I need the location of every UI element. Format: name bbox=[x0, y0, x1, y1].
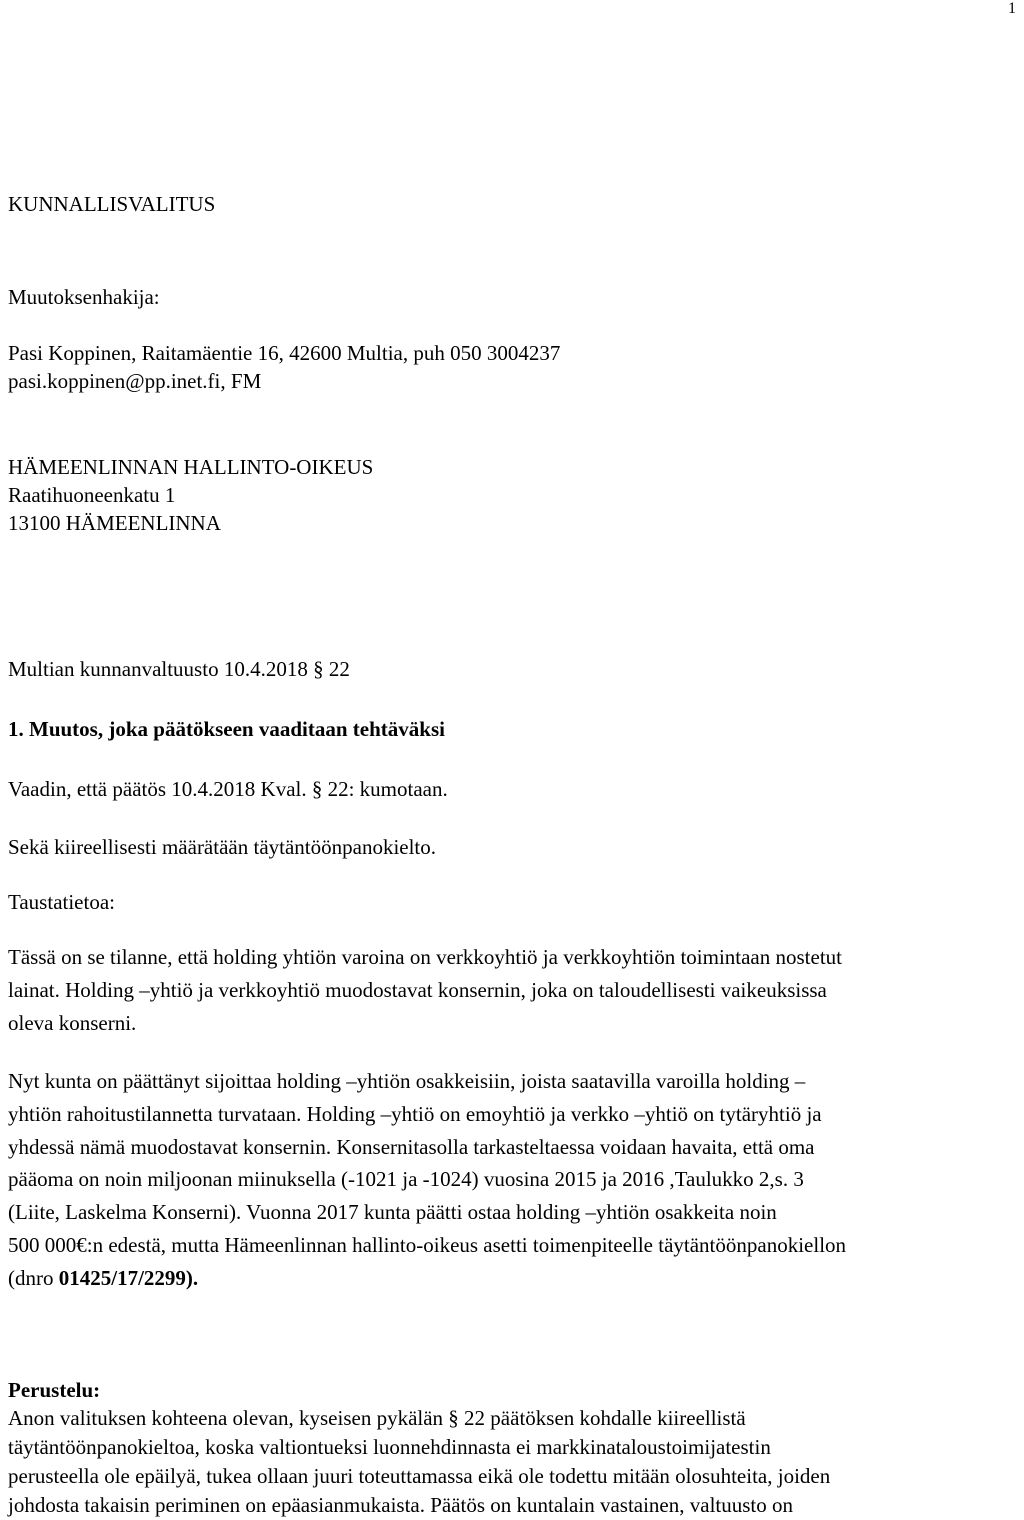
urgent-ban-text: Sekä kiireellisesti määrätään täytäntöönpanokielto. bbox=[8, 835, 437, 859]
background-paragraph-1 bbox=[8, 941, 1016, 1039]
paragraph-line: (Liite, Laskelma Konserni). Vuonna 2017 kunta päätti ostaa holding –yhtiön osakkeita noin bbox=[8, 1200, 777, 1225]
background-label: Taustatietoa: bbox=[8, 890, 115, 914]
dnro-prefix: (dnro bbox=[8, 1265, 59, 1290]
dnro-reference: 01425/17/2299). bbox=[58, 1265, 199, 1290]
paragraph-line: pääoma on noin miljoonan miinuksella (-1021 ja -1024) vuosina 2015 ja 2016 ,Taulukko 2,s. 3 bbox=[8, 1167, 804, 1192]
demand-text: Vaadin, että päätös 10.4.2018 Kval. § 22: kumotaan. bbox=[8, 777, 448, 801]
document-title: KUNNALLISVALITUS bbox=[8, 192, 216, 216]
court-street: Raatihuoneenkatu 1 bbox=[8, 483, 176, 507]
paragraph-line: täytäntöönpanokieltoa, koska valtiontueksi luonnehdinnasta ei markkinataloustoimijatestin bbox=[8, 1435, 771, 1459]
decision-reference: Multian kunnanvaltuusto 10.4.2018 § 22 bbox=[8, 657, 350, 681]
paragraph-line: perusteella ole epäilyä, tukea ollaan juuri toteuttamassa eikä ole todettu mitään olosuhteita, joiden bbox=[8, 1464, 831, 1488]
paragraph-line: johdosta takaisin periminen on epäasianmukaista. Päätös on kuntalain vastainen, valtuusto on bbox=[8, 1493, 793, 1517]
paragraph-line: Anon valituksen kohteena olevan, kyseisen pykälän § 22 päätöksen kohdalle kiireellistä bbox=[8, 1406, 746, 1430]
paragraph-line: yhtiön rahoitustilannetta turvataan. Holding –yhtiö on emoyhtiö ja verkko –yhtiö on tytäryhtiö ja bbox=[8, 1101, 822, 1126]
paragraph-line: 500 000€:n edestä, mutta Hämeenlinnan hallinto-oikeus asetti toimenpiteelle täytäntöönpanokiellon bbox=[8, 1232, 847, 1257]
paragraph-line: Nyt kunta on päättänyt sijoittaa holding –yhtiön osakkeisiin, joista saatavilla varoilla holding – bbox=[8, 1069, 806, 1093]
appellant-contact-line-2: pasi.koppinen@pp.inet.fi, FM bbox=[8, 369, 262, 393]
appellant-contact-line-1: Pasi Koppinen, Raitamäentie 16, 42600 Multia, puh 050 3004237 bbox=[8, 341, 561, 365]
paragraph-line-last bbox=[8, 1262, 1016, 1295]
paragraph-line: oleva konserni. bbox=[8, 1010, 137, 1035]
paragraph-line: Tässä on se tilanne, että holding yhtiön varoina on verkkoyhtiö ja verkkoyhtiön toimintaan nostetut bbox=[8, 945, 843, 969]
perustelu-heading: Perustelu: bbox=[8, 1378, 101, 1402]
page-number: 1 bbox=[1008, 0, 1016, 17]
paragraph-line: yhdessä nämä muodostavat konsernin. Konsernitasolla tarkasteltaessa voidaan havaita, että oma bbox=[8, 1134, 815, 1159]
paragraph-line: lainat. Holding –yhtiö ja verkkoyhtiö muodostavat konsernin, joka on taloudellisesti vaikeuksissa bbox=[8, 977, 827, 1002]
court-city: 13100 HÄMEENLINNA bbox=[8, 511, 221, 535]
background-paragraph-2 bbox=[8, 1065, 1016, 1295]
appellant-label: Muutoksenhakija: bbox=[8, 285, 160, 309]
section-1-heading: 1. Muutos, joka päätökseen vaaditaan tehtäväksi bbox=[8, 717, 445, 741]
court-name: HÄMEENLINNAN HALLINTO-OIKEUS bbox=[8, 455, 374, 479]
perustelu-paragraph bbox=[8, 1404, 1016, 1520]
